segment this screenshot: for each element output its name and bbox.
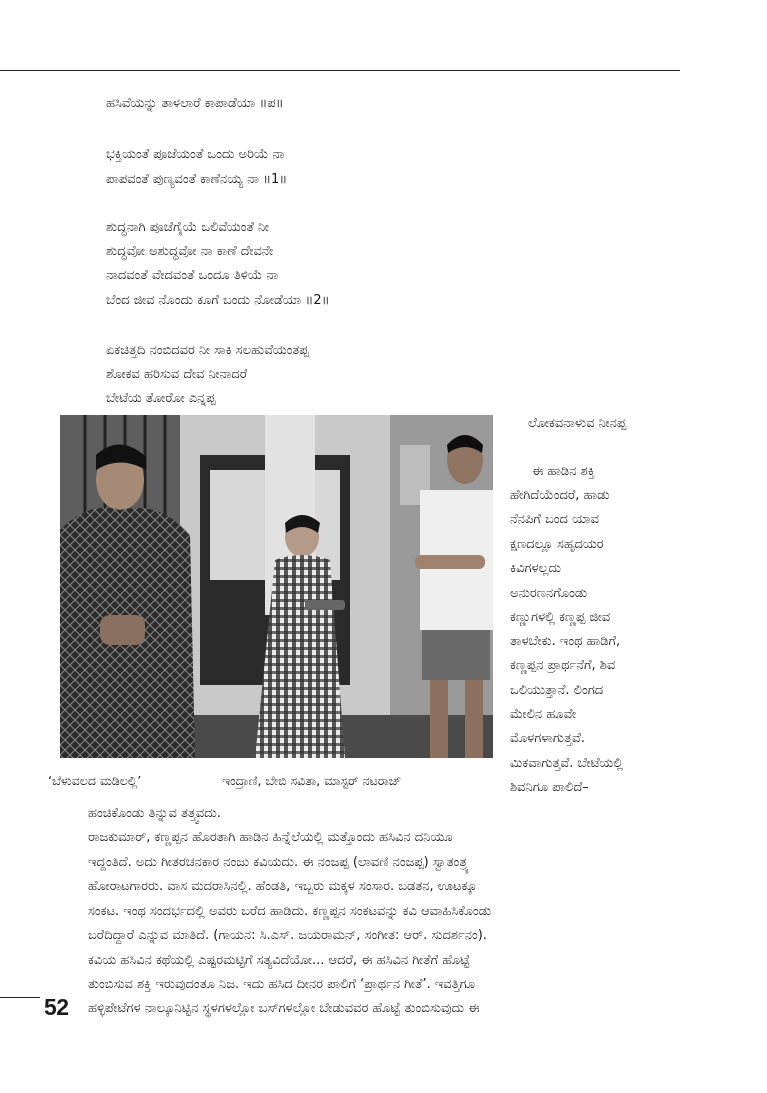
header-rule: [0, 70, 680, 71]
side-text-line: ಈ ಹಾಡಿನ ಶಕ್ತಿ: [532, 464, 595, 479]
verse-line: ಬೇಟೆಯ ತೋರೋ ಎನ್ನಪ್ಪ: [106, 391, 216, 406]
body-line: ತುಂಬಿಸುವ ಶಕ್ತಿ ಇರುವುದಂತೂ ನಿಜ. ಇದು ಹಸಿದ ದೀನರ ಪಾಲಿಗೆ ‘ಪ್ರಾರ್ಥನ ಗೀತೆ’. ಇವತ್ತಿಗೂ: [88, 977, 475, 992]
side-text-line: ಕ್ಷಣದಲ್ಲೂ ಸಹೃದಯರ: [510, 537, 604, 552]
verse-line: ನಾದವಂತೆ ವೇದವಂತೆ ಒಂದೂ ತಿಳಿಯೆ ನಾ: [106, 268, 279, 283]
side-text-line: ಕಿವಿಗಳಲ್ಲದು: [510, 561, 562, 576]
verse-line: ಶುದ್ಧವೋ ಅಶುದ್ಧವೋ ನಾ ಕಾಣೆ ದೇವನೇ: [106, 244, 274, 259]
side-text-line: ನೆನಪಿಗೆ ಬಂದ ಯಾವ: [510, 512, 599, 527]
side-text-line: ಒಲಿಯುತ್ತಾನೆ. ಲಿಂಗದ: [510, 683, 604, 698]
body-line: ಇದ್ದಂತಿದೆ. ಅದು ಗೀತರಚನಕಾರ ನಂಜು ಕವಿಯದು. ಈ ನಂಜಪ್ಪ (ಲಾವಣಿ ನಂಜಪ್ಪ) ಸ್ವಾತಂತ್ರ್ಯ: [88, 855, 470, 870]
body-line: ಹಂಚಿಕೊಂಡು ತಿನ್ನುವ ತತ್ತ್ವವದು.: [88, 806, 221, 821]
side-text-line: ಮೇಲಿನ ಹೂವೇ: [510, 707, 577, 722]
photo-caption-film: ‘ಬೆಳುವಲದ ಮಡಿಲಲ್ಲಿ’: [48, 773, 142, 788]
side-text-line: ಲೋಕವನಾಳುವ ನೀನಪ್ಪ: [528, 416, 627, 431]
page-number: 52: [44, 994, 69, 1020]
body-line: ಹಳ್ಳಿಪೇಟೆಗಳ ನಾಲ್ಕೂನಿಟ್ಟಿನ ಸ್ಥಳಗಳಲ್ಲೋ ಬಸ್‌ಗಳಲ್ಲೋ ಬೇಡುವವರ ಹೊಟ್ಟೆ ತುಂಬಿಸುವುದು ಈ: [88, 1001, 480, 1016]
body-line: ಸಂಕಟ. ಇಂಥ ಸಂದರ್ಭದಲ್ಲಿ ಅವರು ಬರೆದ ಹಾಡಿದು. ಕಣ್ಣಪ್ಪನ ಸಂಕಟವನ್ನು ಕವಿ ಆವಾಹಿಸಿಕೊಂಡು: [88, 904, 492, 919]
body-line: ರಾಜಕುಮಾರ್, ಕಣ್ಣಪ್ಪನ ಹೊರತಾಗಿ ಹಾಡಿನ ಹಿನ್ನೆಲೆಯಲ್ಲಿ ಮತ್ತೊಂದು ಹಸಿವಿನ ದನಿಯೂ: [88, 830, 453, 845]
verse-line: ಹಸಿವೆಯನ್ನು ತಾಳಲಾರೆ ಕಾಪಾಡೆಯಾ ॥ಪ॥: [106, 96, 284, 111]
side-text-line: ಮಿಕವಾಗುತ್ತವೆ. ಬೇಟೆಯಲ್ಲಿ: [510, 756, 624, 771]
side-text-line: ಮೊಳಗಳಾಗುತ್ತವೆ.: [510, 731, 586, 746]
body-line: ಕವಿಯ ಹಸಿವಿನ ಕಥೆಯಲ್ಲಿ ಎಷ್ಟರಮಟ್ಟಿಗೆ ಸತ್ಯವಿದೆಯೋ... ಆದರೆ, ಈ ಹಸಿವಿನ ಗೀತೆಗೆ ಹೊಟ್ಟೆ: [88, 953, 471, 968]
verse-line: ಶುದ್ಧನಾಗಿ ಪೂಜೆಗೈಯೆ ಒಲಿವೆಯಂತೆ ನೀ: [106, 220, 270, 235]
body-line: ಹೋರಾಟಗಾರರು. ವಾಸ ಮದರಾಸಿನಲ್ಲಿ. ಹೆಂಡತಿ, ಇಬ್ಬರು ಮಕ್ಕಳ ಸಂಸಾರ. ಬಡತನ, ಊಟಕ್ಕೂ: [88, 879, 477, 894]
verse-line: ಬೆಂದ ಜೀವ ನೊಂದು ಕೂಗೆ ಬಂದು ನೋಡೆಯಾ ॥2॥: [106, 293, 330, 308]
verse-line: ಶೋಕವ ಹರಿಸುವ ದೇವ ನೀನಾದರೆ: [106, 367, 248, 382]
side-text-line: ಕಣ್ಣಪ್ಪನ ಪ್ರಾರ್ಥನೆಗೆ, ಶಿವ: [510, 658, 616, 673]
footer-rule: [0, 997, 40, 998]
film-still-photo: [60, 415, 493, 758]
side-text-line: ಶಿವನಿಗೂ ಪಾಲಿದೆ–: [510, 780, 589, 795]
side-text-line: ತಾಳಬೇಕು. ಇಂಥ ಹಾಡಿಗೆ,: [510, 634, 621, 649]
side-text-line: ಕಣ್ಣುಗಳಲ್ಲಿ ಕಣ್ಣಪ್ಪ ಜೀವ: [510, 610, 611, 625]
side-text-line: ಹೇಗಿದೆಯೆಂದರೆ, ಹಾಡು: [510, 488, 610, 503]
body-line: ಬರೆದಿದ್ದಾರೆ ಎನ್ನುವ ಮಾತಿದೆ. (ಗಾಯನ: ಸಿ.ಎಸ್. ಜಯರಾಮನ್, ಸಂಗೀತ: ಆರ್. ಸುದರ್ಶನಂ).: [88, 928, 487, 943]
side-text-line: ಅನುರಣನಗೊಂಡು: [510, 586, 588, 601]
photo-caption-cast: ಇಂದ್ರಾಣಿ, ಬೇಬಿ ಸವಿತಾ, ಮಾಸ್ಟರ್ ನಟರಾಜ್: [222, 773, 402, 788]
verse-line: ಏಕಚಿತ್ತದಿ ನಂಬಿದವರ ನೀ ಸಾಕಿ ಸಲಹುವೆಯಂತಪ್ಪ: [106, 343, 309, 358]
verse-line: ಭಕ್ತಿಯಂತೆ ಪೂಜೆಯಂತೆ ಒಂದು ಅರಿಯೆ ನಾ: [106, 147, 285, 162]
verse-line: ಪಾಪವಂತೆ ಪುಣ್ಯವಂತೆ ಕಾಣೆನಯ್ಯ ನಾ ॥1॥: [106, 172, 288, 187]
